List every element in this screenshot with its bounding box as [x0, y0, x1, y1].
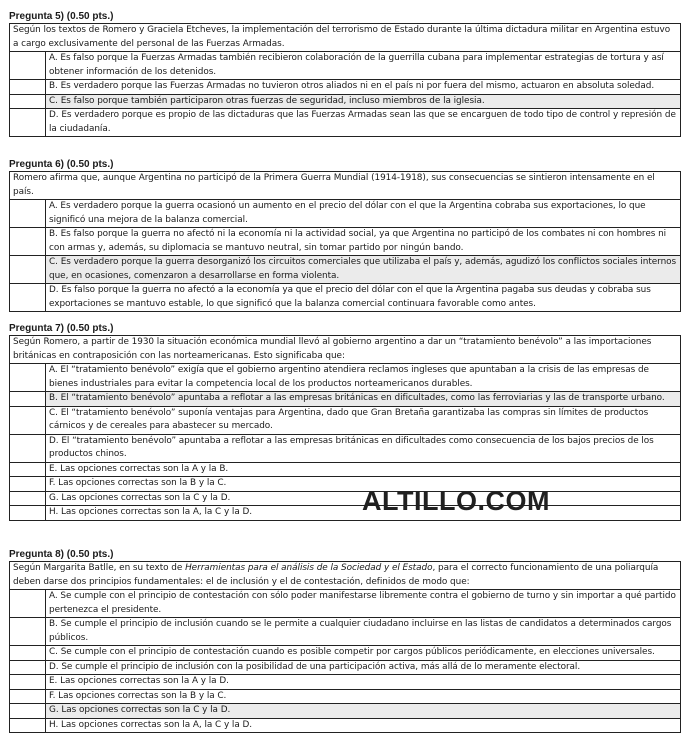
option-text: D. El “tratamiento benévolo” apuntaba a reflotar a las empresas británicas en dificultades como consecuencia de los bajos precios de los productos chinos.	[49, 435, 654, 459]
option-g[interactable]	[10, 704, 680, 719]
option-c[interactable]	[10, 407, 680, 435]
option-a[interactable]	[10, 364, 680, 392]
option-b[interactable]	[10, 80, 680, 95]
option-d[interactable]	[10, 109, 680, 136]
option-a[interactable]	[10, 52, 680, 80]
option-text: F. Las opciones correctas son la B y la C.	[49, 690, 227, 701]
option-b[interactable]	[10, 618, 680, 646]
option-text: F. Las opciones correctas son la B y la C.	[49, 478, 227, 488]
stem-text-pre: Según Margarita Batlle, en su texto de	[13, 563, 186, 573]
option-text: C. Es falso porque también participaron otras fuerzas de seguridad, incluso miembros de la iglesia.	[46, 95, 680, 109]
option-b[interactable]	[10, 228, 680, 256]
option-b[interactable]	[10, 392, 680, 407]
option-text: E. Las opciones correctas son la A y la B.	[49, 463, 229, 474]
question-stem: Según los textos de Romero y Graciela Etcheves, la implementación del terrorismo de Estado durante la última dictadura militar en Argentina estuvo a cargo exclusivamente del personal de las Fuerzas Armadas.	[10, 24, 680, 52]
option-text: D. Es falso porque la guerra no afectó a la economía ya que el precio del dólar con el que la Argentina pagaba sus deudas y cobraba sus exportaciones se mantuvo estable, lo que significó que la balanza comercial continuara favorable como antes.	[49, 285, 651, 309]
option-text: A. El “tratamiento benévolo” exigía que el gobierno argentino atendiera reclamos ingleses que apuntaban a la crisis de las empresas de bienes industriales para evitar la competencia local de los productos norteamericanos durables.	[49, 365, 649, 389]
option-e[interactable]	[10, 463, 680, 478]
option-text: G. Las opciones correctas son la C y la D.	[49, 492, 231, 503]
option-text: B. El “tratamiento benévolo” apuntaba a reflotar a las empresas británicas en dificultades, como las ferroviarias y las de transporte urbano.	[46, 392, 680, 406]
option-text: C. El “tratamiento benévolo” suponía ventajas para Argentina, dado que Gran Bretaña garantizaba las compras sin límites de productos cárnicos y de cereales para abastecer su mercado.	[49, 407, 649, 431]
option-d[interactable]	[10, 435, 680, 463]
question-title: Pregunta 8) (0.50 pts.)	[9, 549, 114, 560]
option-text: B. Se cumple el principio de inclusión cuando se le permite a cualquier ciudadano incluirse en las listas de candidatos a determinados cargos públicos.	[49, 619, 672, 643]
question-title: Pregunta 7) (0.50 pts.)	[9, 323, 114, 334]
option-text: B. Es verdadero porque las Fuerzas Armadas no tuvieron otros aliados ni en el país ni por fuera del mismo, actuaron en absoluta soledad.	[49, 81, 655, 91]
watermark: ALTILLO.COM	[362, 486, 550, 516]
option-text: E. Las opciones correctas son la A y la D.	[49, 676, 229, 686]
option-h[interactable]	[10, 719, 680, 733]
option-text: B. Es falso porque la guerra no afectó ni la economía ni la actividad social, ya que Argentina no participó de los combates ni con hombres ni con armas y, además, su diplomacia se mantuvo neutral, sin tomar partido por ningún bando.	[49, 229, 667, 253]
question-5	[9, 10, 681, 137]
book-title: Herramientas para el análisis de la Sociedad y el Estado	[185, 563, 433, 573]
question-box	[9, 561, 681, 733]
option-a[interactable]	[10, 590, 680, 618]
option-text: H. Las opciones correctas son la A, la C y la D.	[49, 507, 253, 517]
question-stem: Según Romero, a partir de 1930 la situación económica mundial llevó al gobierno argentino a dar un “tratamiento benévolo” a las importaciones británicas en contraposición con las norteamericanas. Esto significaba que:	[10, 336, 680, 364]
option-e[interactable]	[10, 675, 680, 690]
question-8	[9, 548, 681, 733]
option-text: H. Las opciones correctas son la A, la C y la D.	[49, 719, 253, 730]
option-c[interactable]	[10, 95, 680, 110]
option-c[interactable]	[10, 256, 680, 284]
option-c[interactable]	[10, 646, 680, 661]
option-text: A. Es falso porque la Fuerzas Armadas también recibieron colaboración de la guerrilla cubana para implementar estrategias de tortura y así obtener información de los detenidos.	[49, 53, 664, 77]
question-title: Pregunta 5) (0.50 pts.)	[9, 11, 114, 22]
option-text: D. Es verdadero porque es propio de las dictaduras que las Fuerzas Armadas sean las que se encarguen de todo tipo de control y represión de la ciudadanía.	[49, 110, 676, 134]
stem-text-post: , para el correcto funcionamiento de una poliarquía deben darse dos principios fundamentales: el de inclusión y el de contestación, definidos de modo que:	[13, 563, 659, 587]
question-box	[9, 171, 681, 312]
option-d[interactable]	[10, 661, 680, 676]
option-f[interactable]	[10, 690, 680, 705]
question-7	[9, 322, 681, 521]
option-a[interactable]	[10, 200, 680, 228]
option-text: G. Las opciones correctas son la C y la D.	[46, 704, 680, 718]
option-text: A. Se cumple con el principio de contestación con sólo poder manifestarse libremente contra el gobierno de turno y sin importar a qué partido pertenezca el presidente.	[49, 591, 676, 615]
option-text: C. Es verdadero porque la guerra desorganizó los circuitos comerciales que utilizaba el país y, además, agudizó los conflictos sociales internos que, en ocasiones, comenzaron a desarrollarse en forma violenta.	[46, 256, 680, 283]
option-h[interactable]	[10, 506, 680, 520]
question-title: Pregunta 6) (0.50 pts.)	[9, 159, 114, 170]
question-stem	[10, 562, 680, 590]
question-6	[9, 158, 681, 312]
option-g[interactable]	[10, 492, 680, 507]
question-box	[9, 23, 681, 137]
question-stem: Romero afirma que, aunque Argentina no participó de la Primera Guerra Mundial (1914-1918), sus consecuencias se sintieron intensamente en el país.	[10, 172, 680, 200]
option-f[interactable]	[10, 477, 680, 492]
option-text: A. Es verdadero porque la guerra ocasionó un aumento en el precio del dólar con el que la Argentina cobraba sus exportaciones, lo que significó una mejora de la balanza comercial.	[49, 201, 646, 225]
option-d[interactable]	[10, 284, 680, 311]
question-box	[9, 335, 681, 521]
option-text: D. Se cumple el principio de inclusión con la posibilidad de una participación activa, más allá de lo meramente electoral.	[49, 661, 581, 672]
option-text: C. Se cumple con el principio de contestación cuando es posible competir por cargos públicos periódicamente, en elecciones universales.	[49, 647, 655, 657]
